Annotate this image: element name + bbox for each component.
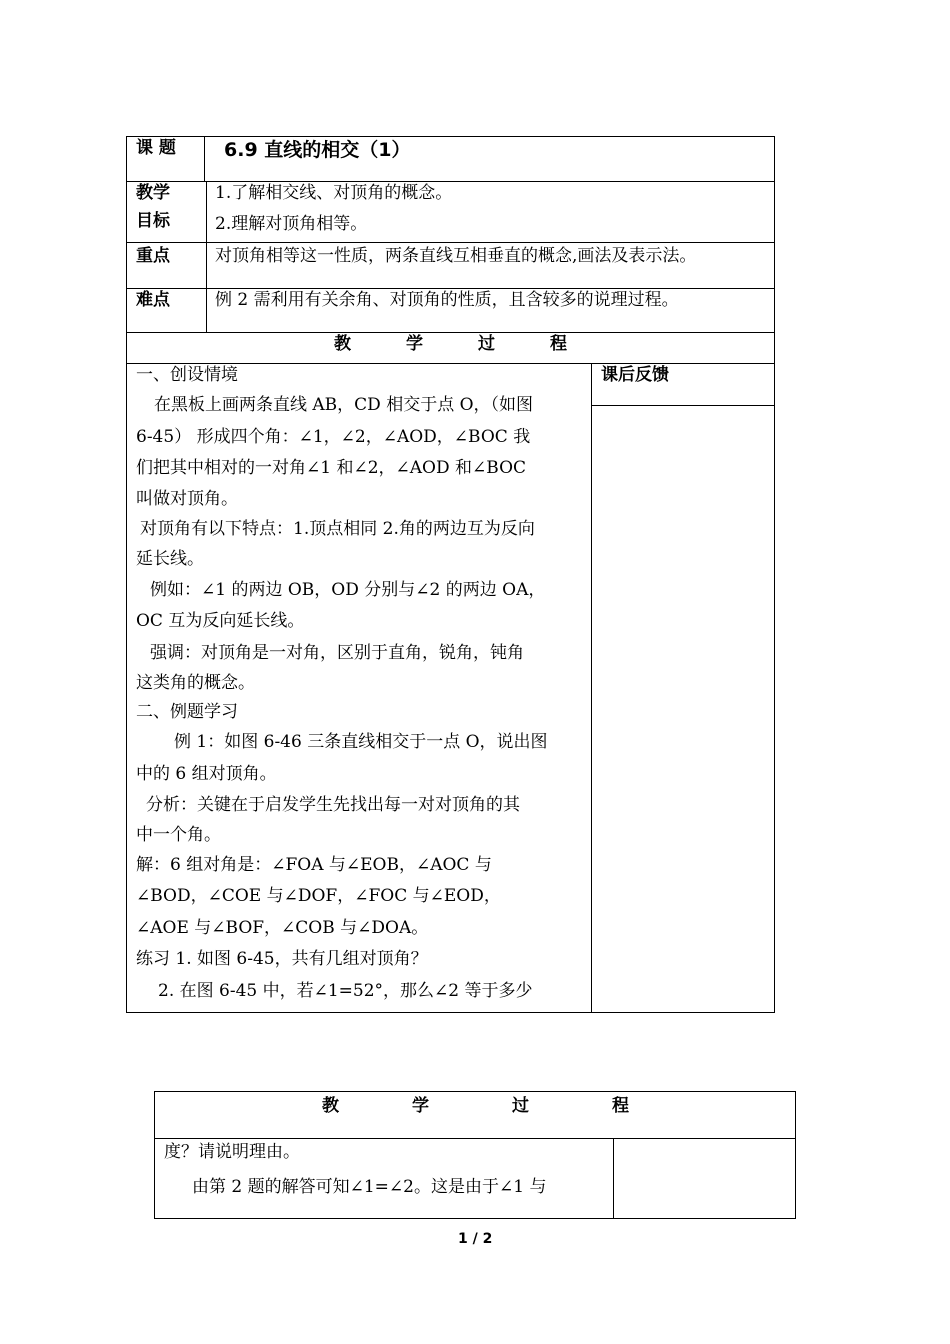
difficulty-label: 难点 — [136, 290, 170, 310]
content-line: 二、例题学习 — [136, 702, 238, 722]
content-line: 2. 在图 6-45 中，若∠1=52°，那么∠2 等于多少 — [158, 981, 533, 1001]
table-border-right — [795, 1091, 796, 1219]
row-divider — [126, 363, 775, 364]
feedback-column-divider — [591, 363, 592, 1013]
content-line: OC 互为反向延长线。 — [136, 611, 305, 631]
process-header-char: 教 — [322, 1096, 339, 1116]
row-divider — [126, 242, 775, 243]
row-divider — [154, 1138, 796, 1139]
process-header-char: 教 — [334, 334, 351, 354]
content-line: 们把其中相对的一对角∠1 和∠2，∠AOD 和∠BOC — [136, 458, 527, 478]
page-number: 1 / 2 — [458, 1231, 493, 1247]
content-line: 在黑板上画两条直线 AB，CD 相交于点 O，（如图 — [154, 395, 534, 415]
table-border-bottom — [126, 1012, 775, 1013]
content-line: 例 1：如图 6-46 三条直线相交于一点 O，说出图 — [174, 732, 548, 752]
content-line: 由第 2 题的解答可知∠1=∠2。这是由于∠1 与 — [192, 1177, 547, 1197]
content-line: 叫做对顶角。 — [136, 489, 238, 509]
lesson-title: 6.9 直线的相交（1） — [224, 139, 411, 161]
key-label: 重点 — [136, 246, 170, 266]
row-divider — [126, 288, 775, 289]
content-line: 度？请说明理由。 — [164, 1142, 300, 1162]
feedback-label: 课后反馈 — [601, 365, 669, 385]
difficulty-text: 例 2 需利用有关余角、对顶角的性质，且含较多的说理过程。 — [215, 290, 679, 310]
content-line: 强调：对顶角是一对角，区别于直角，锐角，钝角 — [150, 643, 524, 663]
goals-label-line1: 教学 — [136, 183, 170, 203]
process-header-char: 程 — [550, 334, 567, 354]
content-line: 例如：∠1 的两边 OB，OD 分别与∠2 的两边 OA， — [150, 580, 546, 600]
key-points-text: 对顶角相等这一性质，两条直线互相垂直的概念,画法及表示法。 — [215, 246, 697, 266]
table-border-top — [154, 1091, 796, 1092]
content-line: 中的 6 组对顶角。 — [136, 764, 277, 784]
table-border-top — [126, 136, 775, 137]
label-column-divider — [206, 181, 207, 333]
goals-label-line2: 目标 — [136, 211, 170, 231]
feedback-column-divider — [613, 1138, 614, 1219]
content-line: ∠BOD，∠COE 与∠DOF，∠FOC 与∠EOD， — [136, 886, 501, 906]
table-border-left — [126, 136, 127, 1013]
table-border-bottom — [154, 1218, 796, 1219]
process-header-char: 学 — [406, 334, 423, 354]
feedback-divider — [591, 405, 775, 406]
content-line: ∠AOE 与∠BOF，∠COB 与∠DOA。 — [136, 918, 429, 938]
content-line: 中一个角。 — [136, 825, 221, 845]
goal-item: 2.理解对顶角相等。 — [215, 214, 368, 234]
topic-label: 课 题 — [136, 138, 176, 158]
content-line: 练习 1. 如图 6-45，共有几组对顶角？ — [136, 949, 428, 969]
row-divider — [126, 181, 775, 182]
table-border-right — [774, 136, 775, 1013]
process-header-char: 程 — [612, 1096, 629, 1116]
content-line: 6-45） 形成四个角：∠1，∠2，∠AOD，∠BOC 我 — [136, 427, 531, 447]
label-column-divider — [204, 136, 205, 182]
content-line: 分析：关键在于启发学生先找出每一对对顶角的其 — [146, 795, 520, 815]
content-line: 延长线。 — [136, 549, 204, 569]
content-line: 对顶角有以下特点：1.顶点相同 2.角的两边互为反向 — [140, 519, 535, 539]
process-header-char: 过 — [478, 334, 495, 354]
content-line: 解：6 组对角是：∠FOA 与∠EOB，∠AOC 与 — [136, 855, 492, 875]
content-line: 这类角的概念。 — [136, 673, 255, 693]
content-line: 一、创设情境 — [136, 365, 238, 385]
process-header-char: 过 — [512, 1096, 529, 1116]
goal-item: 1.了解相交线、对顶角的概念。 — [215, 183, 453, 203]
process-header-char: 学 — [412, 1096, 429, 1116]
table-border-left — [154, 1091, 155, 1219]
row-divider — [126, 332, 775, 333]
